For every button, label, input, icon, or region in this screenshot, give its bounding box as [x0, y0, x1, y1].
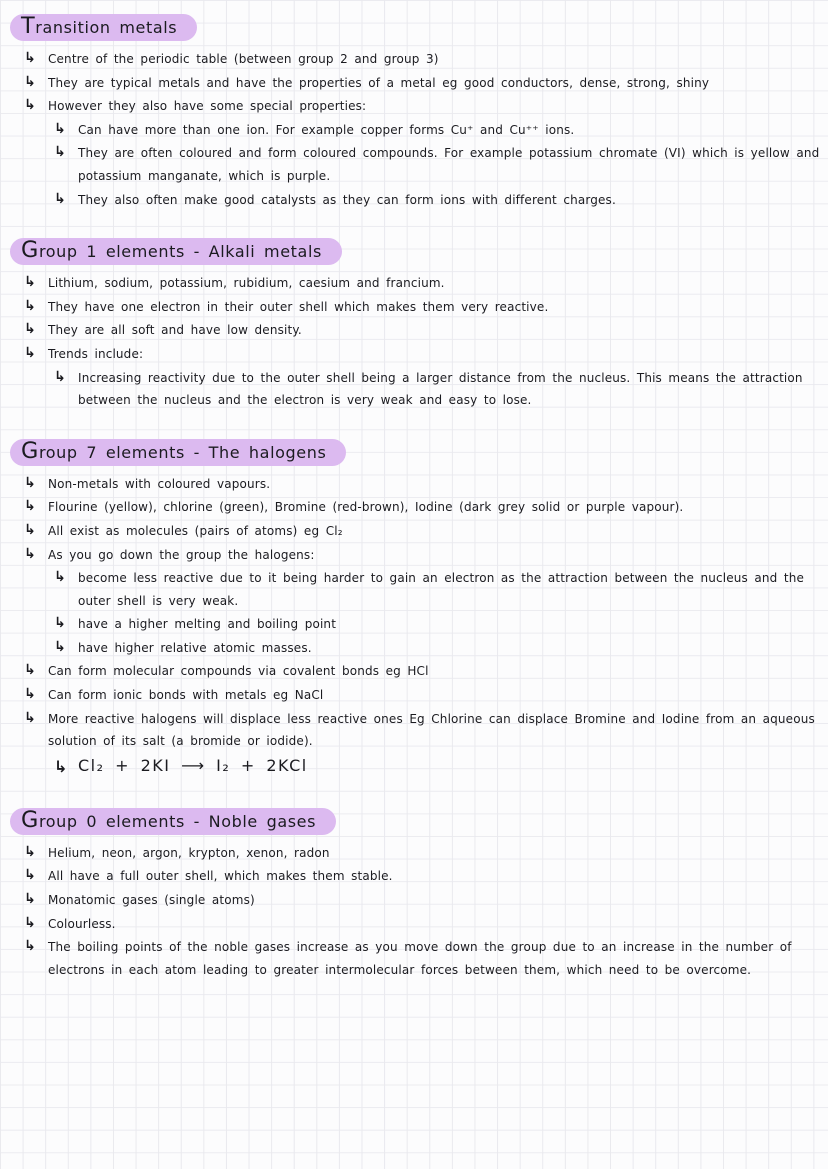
section-title-row	[10, 439, 820, 466]
note-text: More reactive halogens will displace less reactive ones Eg Chlorine can displace Bromine and Iodine from an aqueous solution of its salt (a bromide or iodide).	[48, 711, 815, 749]
arrow-bullet-icon: ↳	[54, 120, 66, 137]
section-title-highlight	[10, 439, 346, 466]
note-text: They are typical metals and have the properties of a metal eg good conductors, dense, strong, shiny	[48, 75, 710, 90]
arrow-bullet-icon: ↳	[24, 709, 36, 726]
arrow-bullet-icon: ↳	[24, 545, 36, 562]
section-title: Group 0 elements - Noble gases	[21, 806, 317, 833]
note-text: Can form ionic bonds with metals eg NaCl	[48, 688, 324, 703]
note-formula-line	[54, 755, 820, 781]
note-text: All exist as molecules (pairs of atoms) eg Cl₂	[48, 523, 343, 538]
section-title-highlight	[10, 808, 336, 835]
section-title-row	[10, 808, 820, 835]
note-line	[54, 119, 820, 142]
note-text: Helium, neon, argon, krypton, xenon, radon	[48, 845, 330, 860]
note-line	[24, 72, 820, 95]
arrow-bullet-icon: ↳	[54, 569, 66, 586]
arrow-bullet-icon: ↳	[24, 274, 36, 291]
note-line	[24, 684, 820, 707]
section-title-row	[10, 14, 820, 41]
arrow-bullet-icon: ↳	[24, 474, 36, 491]
note-text: However they also have some special properties:	[48, 99, 367, 114]
arrow-bullet-icon: ↳	[24, 914, 36, 931]
note-line	[54, 367, 820, 412]
note-line	[24, 473, 820, 496]
arrow-bullet-icon: ↳	[54, 615, 66, 632]
note-line	[24, 660, 820, 683]
arrow-bullet-icon: ↳	[54, 756, 68, 776]
note-text: Trends include:	[48, 346, 144, 361]
arrow-bullet-icon: ↳	[24, 50, 36, 66]
arrow-bullet-icon: ↳	[54, 368, 66, 385]
arrow-bullet-icon: ↳	[24, 686, 36, 703]
note-text: Increasing reactivity due to the outer shell being a larger distance from the nucleus. This means the attraction between the nucleus and the electron is very weak and easy to lose.	[78, 370, 803, 408]
arrow-bullet-icon: ↳	[54, 190, 66, 207]
note-text: Monatomic gases (single atoms)	[48, 893, 255, 908]
note-line	[54, 613, 820, 636]
note-section	[10, 808, 820, 982]
note-text: They are often coloured and form coloured compounds. For example potassium chromate (VI) which is yellow and potassium manganate, which is purple.	[78, 146, 820, 183]
note-line	[24, 520, 820, 543]
note-text: Lithium, sodium, potassium, rubidium, caesium and francium.	[48, 276, 445, 291]
note-line	[24, 865, 820, 888]
note-section	[10, 439, 820, 781]
note-line	[24, 296, 820, 319]
note-line	[24, 95, 820, 118]
note-line	[54, 567, 820, 612]
note-line	[24, 343, 820, 366]
arrow-bullet-icon: ↳	[54, 638, 66, 655]
sections-container	[10, 14, 820, 981]
note-line	[24, 272, 820, 295]
note-text: They also often make good catalysts as they can form ions with different charges.	[78, 192, 616, 207]
arrow-bullet-icon: ↳	[24, 73, 36, 90]
note-text: Centre of the periodic table (between group 2 and group 3)	[48, 52, 439, 66]
note-line	[24, 48, 820, 71]
note-text: Can form molecular compounds via covalent bonds eg HCl	[48, 664, 429, 679]
section-title: Group 1 elements - Alkali metals	[21, 237, 322, 264]
section-title-highlight	[10, 14, 197, 41]
note-text: Colourless.	[48, 916, 116, 931]
arrow-bullet-icon: ↳	[54, 144, 66, 161]
arrow-bullet-icon: ↳	[24, 891, 36, 908]
arrow-bullet-icon: ↳	[24, 498, 36, 515]
note-text: They are all soft and have low density.	[48, 323, 302, 338]
section-title: Transition metals	[21, 13, 178, 39]
arrow-bullet-icon: ↳	[24, 321, 36, 338]
note-line	[54, 637, 820, 660]
note-text: Flourine (yellow), chlorine (green), Bromine (red-brown), Iodine (dark grey solid or purple vapour).	[48, 500, 684, 515]
arrow-bullet-icon: ↳	[24, 938, 36, 955]
note-line	[24, 708, 820, 753]
note-text: become less reactive due to it being harder to gain an electron as the attraction between the nucleus and the outer shell is very weak.	[78, 571, 805, 608]
note-line	[54, 189, 820, 212]
note-line	[24, 889, 820, 912]
note-section	[10, 238, 820, 412]
note-line	[24, 496, 820, 519]
note-line	[24, 544, 820, 567]
note-section	[10, 14, 820, 211]
note-text: They have one electron in their outer shell which makes them very reactive.	[48, 299, 549, 314]
note-text: have a higher melting and boiling point	[78, 617, 337, 632]
section-title-highlight	[10, 238, 342, 265]
note-line	[54, 142, 820, 187]
note-line	[24, 936, 820, 981]
note-text: The boiling points of the noble gases increase as you move down the group due to an increase in the number of electrons in each atom leading to greater intermolecular forces between them, which need to be overcome.	[48, 940, 792, 977]
note-text: Can have more than one ion. For example copper forms Cu⁺ and Cu⁺⁺ ions.	[78, 122, 575, 137]
section-title-row	[10, 238, 820, 265]
arrow-bullet-icon: ↳	[24, 344, 36, 361]
note-text: Non-metals with coloured vapours.	[48, 476, 271, 491]
arrow-bullet-icon: ↳	[24, 521, 36, 538]
note-text: have higher relative atomic masses.	[78, 640, 312, 655]
arrow-bullet-icon: ↳	[24, 843, 36, 860]
section-title: Group 7 elements - The halogens	[21, 437, 327, 464]
note-line	[24, 913, 820, 936]
note-text: All have a full outer shell, which makes them stable.	[48, 869, 393, 884]
note-text: Cl₂ + 2KI ⟶ I₂ + 2KCl	[78, 755, 308, 775]
note-line	[24, 842, 820, 865]
note-text: As you go down the group the halogens:	[48, 547, 315, 562]
note-line	[24, 319, 820, 342]
arrow-bullet-icon: ↳	[24, 867, 36, 884]
arrow-bullet-icon: ↳	[24, 297, 36, 314]
arrow-bullet-icon: ↳	[24, 662, 36, 679]
arrow-bullet-icon: ↳	[24, 97, 36, 114]
